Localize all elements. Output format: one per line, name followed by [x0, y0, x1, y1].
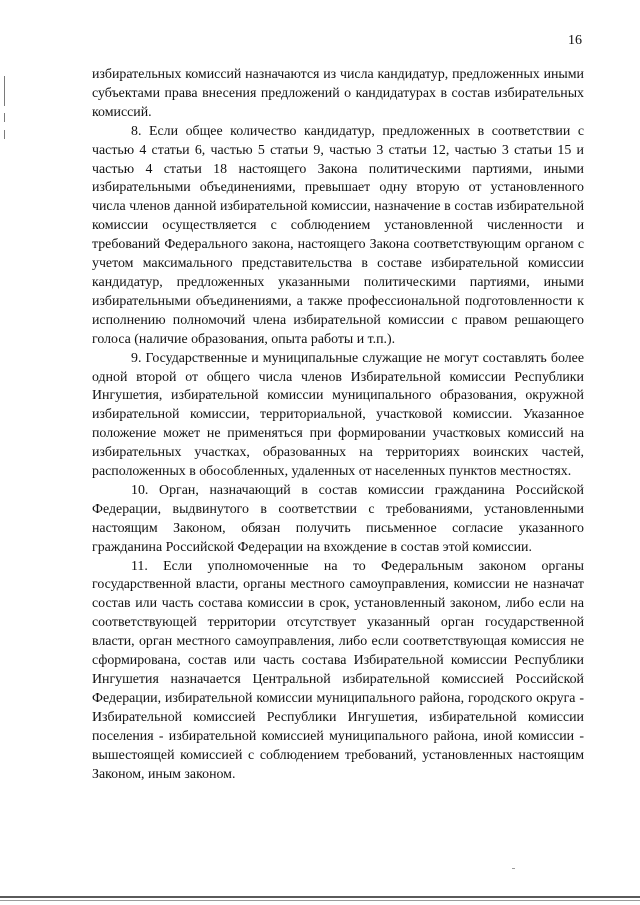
- paragraph-clause-11: 11. Если уполномоченные на то Федеральным законом органы государственной власти, органы местного самоуправления, комиссии не назначат состав или часть состава комиссии в срок, установленный законом, либо если на соответствующей территории отсутствует указанный орган государственной власти, орган местного самоуправления, либо если соответствующая комиссия не сформирована, состав или часть состава Избирательной комиссии Республики Ингушетия назначается Центральной избирательной комиссией Российской Федерации, избирательной комиссии муниципального района, городского округа - Избирательной комиссией Республики Ингушетия, избирательной комиссии поселения - избирательной комиссией муниципального района, иной комиссии - вышестоящей комиссией с соблюдением требований, установленных настоящим Законом, иным законом.: [92, 558, 584, 782]
- scan-speck: [512, 868, 515, 869]
- page-number: 16: [568, 33, 582, 48]
- document-body: [92, 66, 584, 784]
- margin-mark: [4, 113, 5, 122]
- paragraph-continuation: избирательных комиссий назначаются из числа кандидатур, предложенных иными субъектами права внесения предложений о кандидатурах в состав избирательных комиссий.: [92, 67, 584, 120]
- paragraph-clause-9: 9. Государственные и муниципальные служащие не могут составлять более одной второй от общего числа членов Избирательной комиссии Республики Ингушетия, избирательной комиссии муниципального образования, окружной избирательной комиссии, территориальной, участковой комиссии. Указанное положение может не применяться при формировании участковых комиссий на избирательных участках, образованных на территориях воинских частей, расположенных в обособленных, удаленных от населенных пунктов местностях.: [92, 350, 584, 480]
- margin-mark: [4, 130, 5, 139]
- scan-bottom-edge: [0, 896, 640, 898]
- scan-bottom-edge: [0, 900, 640, 901]
- margin-mark: [4, 76, 5, 106]
- paragraph-clause-10: 10. Орган, назначающий в состав комиссии гражданина Российской Федерации, выдвинутого в соответствии с требованиями, установленными настоящим Законом, обязан получить письменное согласие указанного гражданина Российской Федерации на вхождение в состав этой комиссии.: [92, 482, 584, 555]
- paragraph-clause-8: 8. Если общее количество кандидатур, предложенных в соответствии с частью 4 статьи 6, частью 5 статьи 9, частью 3 статьи 12, частью 3 статьи 15 и частью 4 статьи 18 настоящего Закона политическими партиями, иными избирательными объединениями, превышает одну вторую от установленного числа членов данной избирательной комиссии, назначение в состав избирательной комиссии осуществляется с соблюдением установленной численности и требований Федерального закона, настоящего Закона соответствующим органом с учетом максимального представительства в составе избирательной комиссии кандидатур, предложенных указанными политическими партиями, иными избирательными объединениями, а также профессиональной подготовленности к исполнению полномочий члена избирательной комиссии с правом решающего голоса (наличие образования, опыта работы и т.п.).: [92, 123, 584, 347]
